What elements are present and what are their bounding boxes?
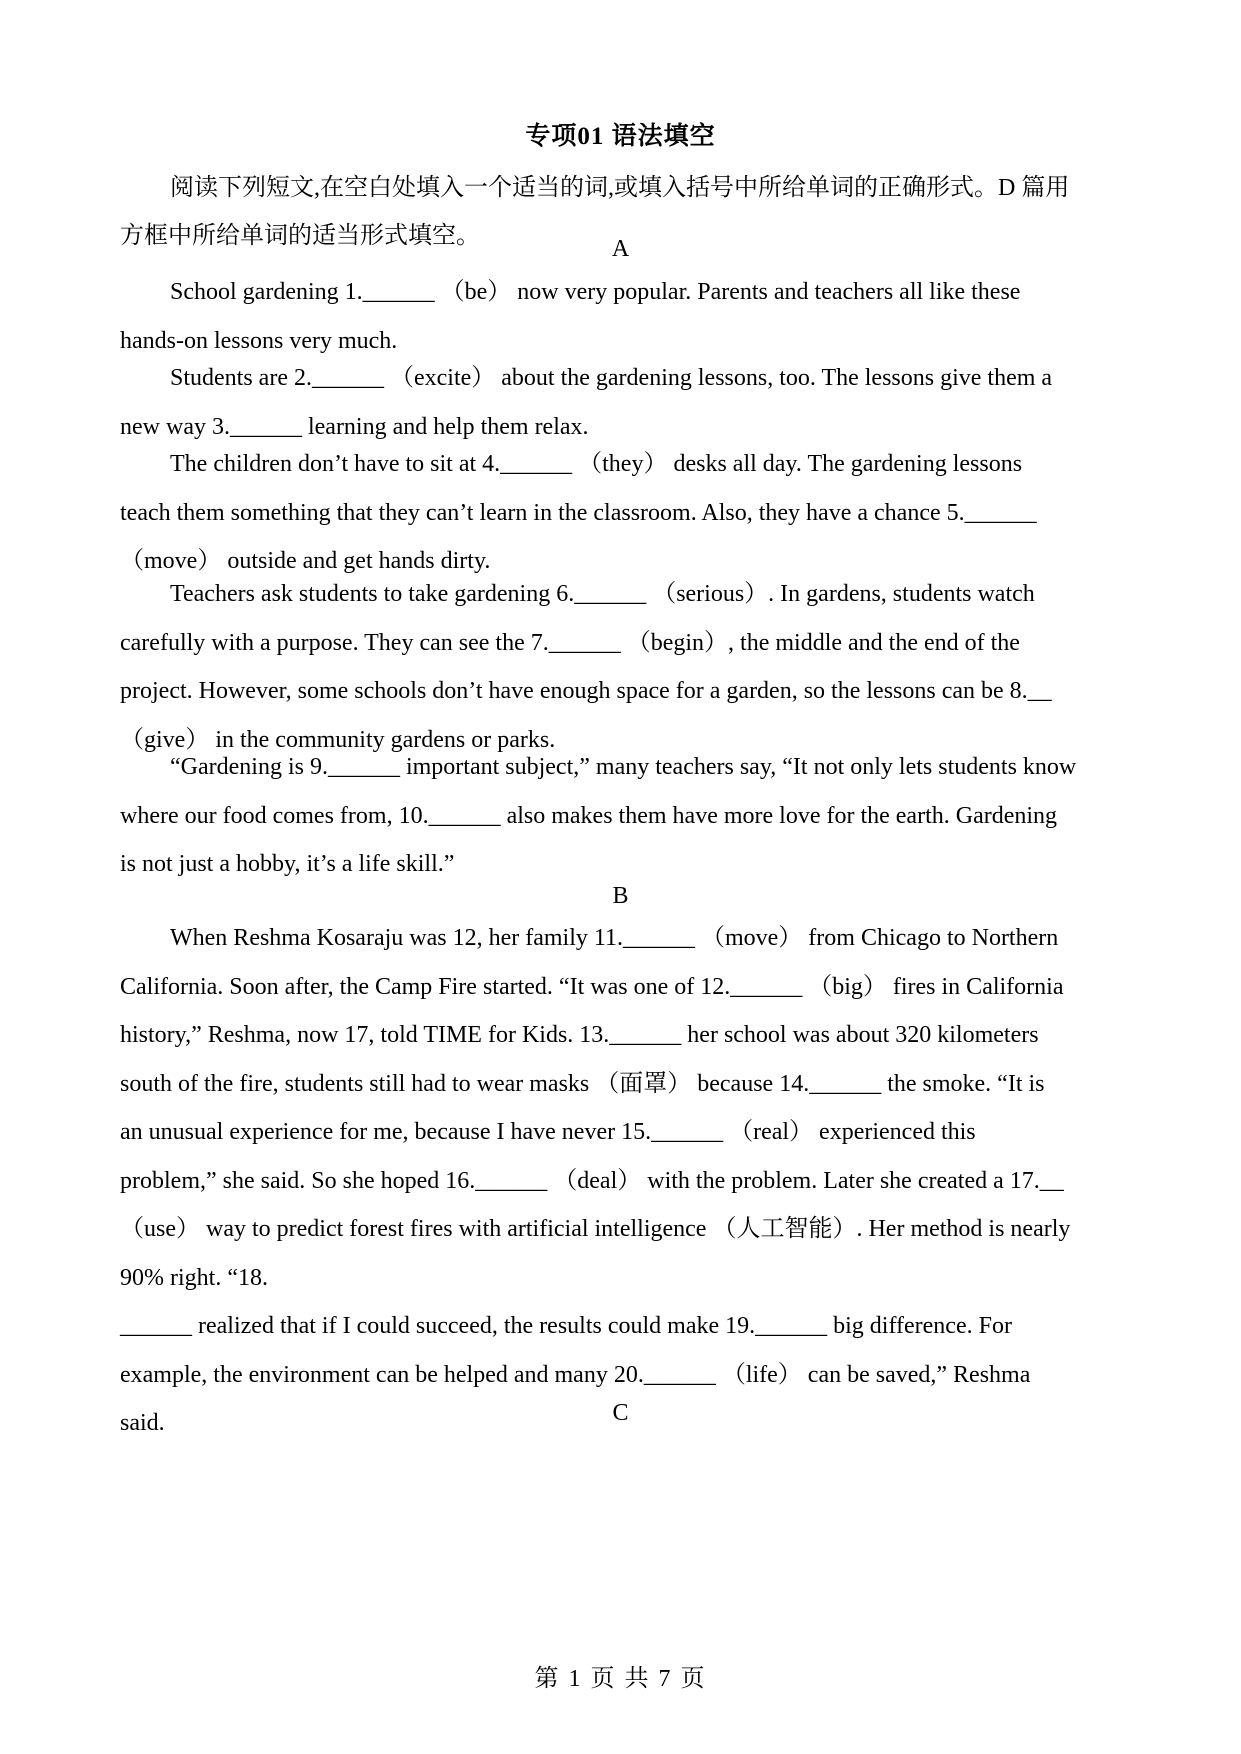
section-c-label: C [612, 1400, 629, 1426]
text-line: （use） way to predict forest fires with artificial intelligence （人工智能）. Her method is nearly [120, 1216, 1071, 1242]
section-a-paragraph-1 [120, 268, 1125, 365]
text-line: When Reshma Kosaraju was 12, her family 11.______ （move） from Chicago to Northern [170, 925, 1059, 951]
text-line: The children don’t have to sit at 4.______ （they） desks all day. The gardening lessons [170, 451, 1023, 477]
instructions-line: 方框中所给单词的适当形式填空。 [120, 223, 480, 249]
section-b-label: B [612, 883, 629, 909]
text-line: new way 3.______ learning and help them relax. [120, 413, 589, 440]
instructions-line: 阅读下列短文,在空白处填入一个适当的词,或填入括号中所给单词的正确形式。D 篇用 [170, 175, 1070, 201]
page-footer: 第 1 页 共 7 页 [534, 1666, 707, 1692]
text-line: Teachers ask students to take gardening 6.______ （serious）. In gardens, students watch [170, 581, 1035, 607]
text-line: problem,” she said. So she hoped 16.______ （deal） with the problem. Later she created a 17.__ [120, 1167, 1064, 1194]
text-line: Students are 2.______ （excite） about the gardening lessons, too. The lessons give them a [170, 365, 1053, 391]
text-line: example, the environment can be helped and many 20.______ （life） can be saved,” Reshma [120, 1361, 1031, 1388]
text-line: 90% right. “18. [120, 1264, 268, 1291]
text-line: “Gardening is 9.______ important subject,” many teachers say, “It not only lets students know [170, 754, 1077, 780]
text-line: ______ realized that if I could succeed, the results could make 19.______ big difference. For [120, 1313, 1012, 1339]
section-a-label: A [611, 236, 630, 262]
section-a-paragraph-2 [120, 354, 1125, 451]
section-b-paragraph-1 [120, 914, 1125, 1448]
section-a-paragraph-5 [120, 743, 1125, 889]
text-line: project. However, some schools don’t have enough space for a garden, so the lessons can be 8.__ [120, 678, 1052, 704]
text-line: carefully with a purpose. They can see the 7.______ （begin）, the middle and the end of the [120, 629, 1020, 656]
text-line: hands-on lessons very much. [120, 327, 398, 354]
section-a-paragraph-4 [120, 570, 1125, 764]
text-line: where our food comes from, 10.______ also makes them have more love for the earth. Gardening [120, 802, 1058, 829]
text-line: history,” Reshma, now 17, told TIME for Kids. 13.______ her school was about 320 kilometers [120, 1022, 1039, 1048]
page-title: 专项01 语法填空 [525, 123, 716, 150]
text-line: south of the fire, students still had to wear masks （面罩） because 14.______ the smoke. “It is [120, 1070, 1045, 1097]
text-line: is not just a hobby, it’s a life skill.” [120, 851, 455, 877]
text-line: said. [120, 1410, 165, 1436]
text-line: teach them something that they can’t learn in the classroom. Also, they have a chance 5.______ [120, 499, 1037, 526]
text-line: California. Soon after, the Camp Fire started. “It was one of 12.______ （big） fires in California [120, 973, 1064, 1000]
text-line: （move） outside and get hands dirty. [120, 548, 491, 574]
text-line: （give） in the community gardens or parks. [120, 726, 556, 753]
text-line: School gardening 1.______ （be） now very popular. Parents and teachers all like these [170, 279, 1021, 305]
text-line: an unusual experience for me, because I have never 15.______ （real） experienced this [120, 1119, 976, 1145]
section-a-paragraph-3 [120, 440, 1125, 586]
